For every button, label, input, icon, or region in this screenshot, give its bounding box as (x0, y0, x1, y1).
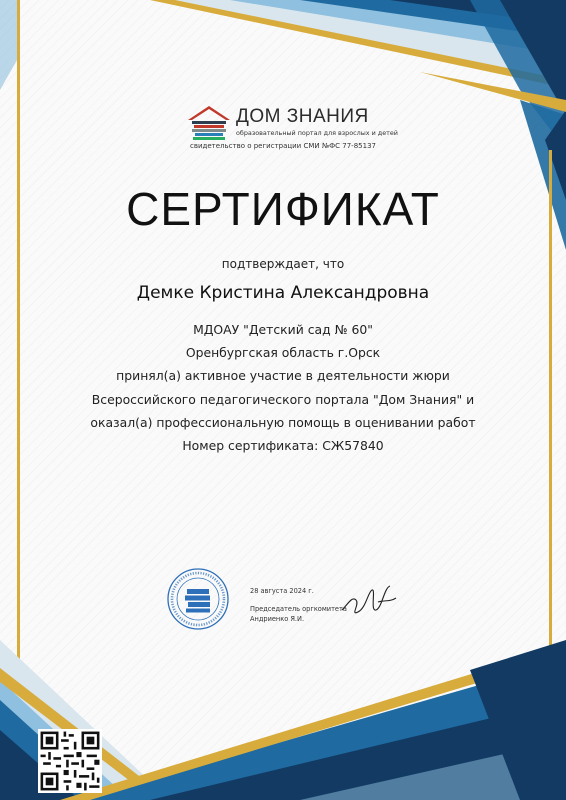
certificate-title: СЕРТИФИКАТ (126, 183, 440, 235)
assistance-line: оказал(а) профессиональную помощь в оценивании работ (90, 414, 476, 430)
signer-role: Председатель оргкомитета (250, 605, 347, 613)
stamp-seal (166, 567, 230, 631)
signature-block (250, 586, 347, 624)
issue-date: 28 августа 2024 г. (250, 587, 314, 595)
registration-text: свидетельство о регистрации СМИ №ФС 77-85137 (190, 142, 376, 150)
brand-name: ДОМ ЗНАНИЯ (236, 106, 369, 127)
recipient-name: Демке Кристина Александровна (136, 283, 430, 303)
handwritten-signature (338, 582, 398, 622)
region-line: Оренбургская область г.Орск (185, 345, 381, 361)
certificate-body (0, 318, 566, 457)
signer-name: Андриенко Я.И. (250, 615, 305, 623)
confirms-text: подтверждает, что (221, 257, 345, 271)
certificate-number: Номер сертификата: СЖ57840 (182, 438, 384, 454)
portal-line: Всероссийского педагогического портала "Дом Знания" и (91, 391, 475, 407)
qr-code (38, 729, 102, 793)
participation-line: принял(а) активное участие в деятельности жюри (116, 368, 450, 384)
organization-line: МДОАУ "Детский сад № 60" (193, 322, 373, 337)
brand-tagline: образовательный портал для взрослых и детей (236, 129, 398, 137)
house-books-icon (186, 104, 232, 140)
